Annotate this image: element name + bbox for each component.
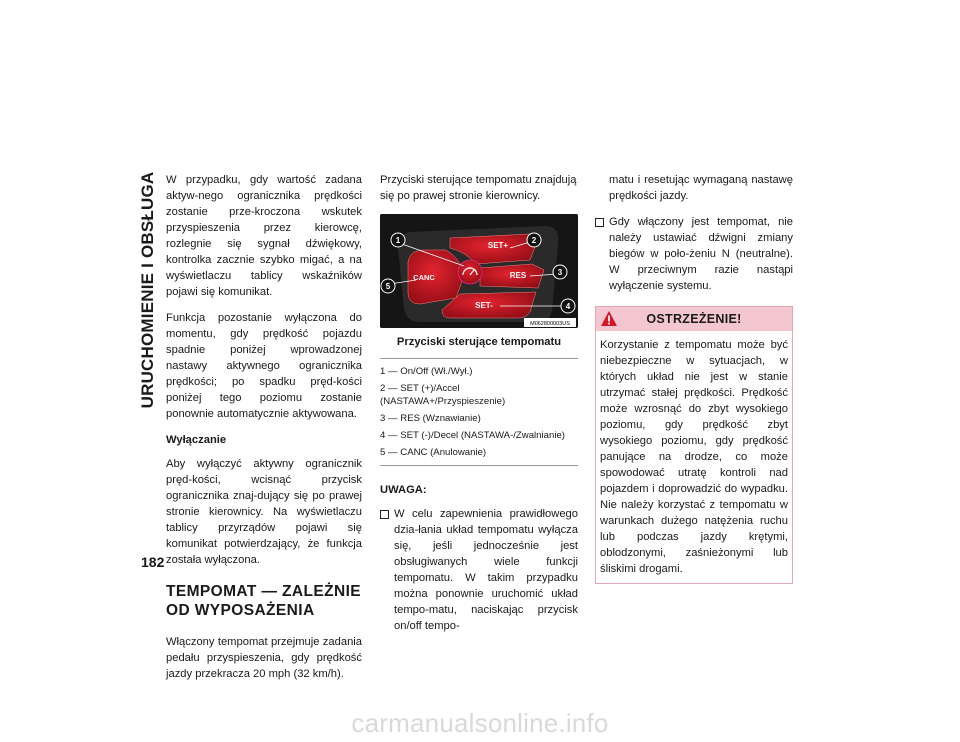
side-title-text: URUCHOMIENIE I OBSŁUGA xyxy=(138,171,157,409)
checkbox-bullet-icon xyxy=(595,218,604,227)
callout-2: 2 xyxy=(531,236,537,245)
set-minus-label: SET- xyxy=(475,301,493,310)
note-bullet-1 xyxy=(380,506,578,634)
warning-body: Korzystanie z tempomatu może być niebezpieczne w sytuacjach, w których układ nie jest w stanie utrzymać stałej prędkości. Prędkość może wzrosnąć do zbyt wysokiego poziomu, gdy prędkość zbyt wysokiego poziomu, gdy prędkość panujące na drodze, co może spowodować utratę kontroli nad pojazdem i doprowadzić do wypadku. Nie należy korzystać z tempomatu w warunkach dużego natężenia ruchu lub podczas jazdy krętymi, oblodzonymi, zaśnieżonymi lub śliskimi drogami. xyxy=(600,339,788,575)
section-heading-cruise-control xyxy=(166,582,362,620)
callout-3: 3 xyxy=(557,268,563,277)
callout-4: 4 xyxy=(565,302,571,311)
checkbox-bullet-icon xyxy=(380,510,389,519)
figure-caption: Przyciski sterujące tempomatu xyxy=(396,336,562,348)
paragraph-limiter-resume: Funkcja pozostanie wyłączona do momentu, gdy prędkość pojazdu spadnie poniżej wprowadzonej nastawy aktywnego ogranicznika prędkości; po spadku pręd-kości poniżej tego poziomu zostanie ponownie automatycznie aktywowana. xyxy=(166,312,362,420)
column-2 xyxy=(380,172,578,644)
note-bullet-2-text: Gdy włączony jest tempomat, nie należy ustawiać dźwigni zmiany biegów w poło-żeniu N (neutralne). W przeciwnym razie nastąpi wyłączenie systemu. xyxy=(609,216,793,292)
res-label: RES xyxy=(509,271,527,280)
paragraph-limiter-exceeded: W przypadku, gdy wartość zadana aktyw-nego ogranicznika prędkości zostanie prze-kroczona wskutek przyspieszenia przez kierowcę, rozlegnie się sygnał dźwiękowy, kontrolka zacznie szybko migać, a na wyświetlaczu tablicy wskaźników pojawi się komunikat. xyxy=(166,174,362,298)
warning-triangle-icon xyxy=(600,310,618,327)
callout-5: 5 xyxy=(385,282,391,291)
subheading-disable: Wyłączanie xyxy=(166,434,227,446)
note-bullet-2 xyxy=(595,214,793,294)
heading-line-1: TEMPOMAT — ZALEŻNIE xyxy=(166,583,362,600)
watermark: carmanualsonline.info xyxy=(351,708,609,738)
cruise-buttons-illustration xyxy=(380,214,578,328)
paragraph-buttons-location: Przyciski sterujące tempomatu znajdują się po prawej stronie kierownicy. xyxy=(380,174,577,202)
legend-item: 5 — CANC (Anulowanie) xyxy=(380,447,487,458)
page-number: 182 xyxy=(141,554,165,570)
legend-item: 4 — SET (-)/Decel (NASTAWA-/Zwalnianie) xyxy=(380,430,565,441)
paragraph-cruise-intro: Włączony tempomat przejmuje zadania pedału przyspieszenia, gdy prędkość jazdy przekracza 20 mph (32 km/h). xyxy=(166,636,362,680)
column-3 xyxy=(595,172,793,584)
legend-item: 1 — On/Off (Wł./Wył.) xyxy=(380,366,473,377)
canc-label: CANC xyxy=(413,273,435,282)
callout-1: 1 xyxy=(395,236,401,245)
warning-title: OSTRZEŻENIE! xyxy=(646,312,742,326)
paragraph-limiter-disable: Aby wyłączyć aktywny ogranicznik pręd-kości, wcisnąć przycisk ogranicznika znaj-dujący się po prawej stronie kierownicy. Na wyświetlaczu tablicy przyrządów pojawi się komunikat potwierdzający, że funkcja została wyłączona. xyxy=(166,458,362,566)
side-section-title xyxy=(137,160,159,420)
figure-legend xyxy=(380,358,578,466)
heading-line-2: OD WYPOSAŻENIA xyxy=(166,602,315,619)
warning-header xyxy=(596,307,792,331)
on-off-button-shape xyxy=(458,260,482,284)
column-1 xyxy=(166,172,362,692)
figure-code: M062800003US xyxy=(530,321,570,327)
legend-item: 2 — SET (+)/Accel (NASTAWA+/Przyspieszenie) xyxy=(380,383,506,407)
note-bullet-1-text: W celu zapewnienia prawidłowego dzia-łania układ tempomatu wyłącza się, jeśli jednocześnie jest obsługiwanych wiele funkcji tempomatu. W takim przypadku można ponownie uruchomić układ tempo-matu, naciskając przycisk on/off tempo- xyxy=(394,508,578,632)
note-heading: UWAGA: xyxy=(380,484,427,496)
warning-box xyxy=(595,306,793,584)
cruise-buttons-figure xyxy=(380,214,578,328)
legend-item: 3 — RES (Wznawianie) xyxy=(380,413,481,424)
set-plus-label: SET+ xyxy=(487,241,509,250)
note-bullet-1-continued: matu i resetując wymaganą nastawę prędkości jazdy. xyxy=(609,174,793,202)
